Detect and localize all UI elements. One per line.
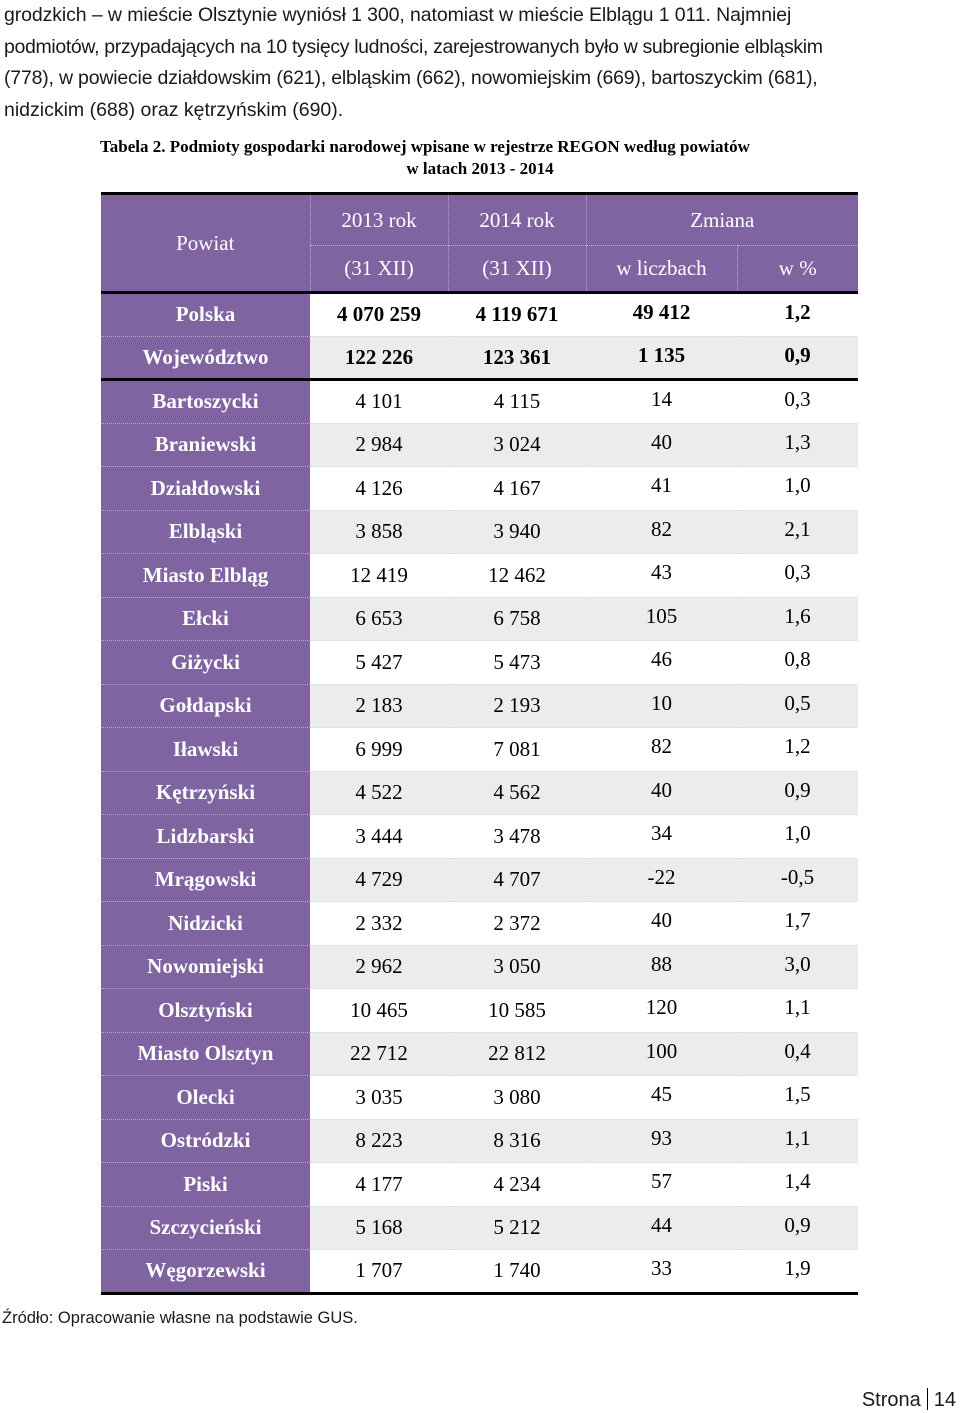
- table-row: [101, 597, 858, 641]
- change-count: 88: [586, 945, 737, 989]
- table-row: [101, 1119, 858, 1163]
- change-percent: 2,1: [737, 510, 858, 554]
- table-row: [101, 510, 858, 554]
- page-number: 14: [933, 1389, 956, 1411]
- page-label: Strona: [861, 1389, 921, 1411]
- value-2014: 8 316: [448, 1119, 586, 1163]
- value-2014: 12 462: [448, 554, 586, 598]
- change-percent: 0,9: [737, 771, 858, 815]
- row-name: Miasto Olsztyn: [101, 1032, 310, 1076]
- table-row: [101, 684, 858, 728]
- change-count: 40: [586, 902, 737, 946]
- row-name: Ełcki: [101, 597, 310, 641]
- intro-line: (778), w powiecie działdowskim (621), elbląskim (662), nowomiejskim (669), bartoszyckim (681),: [4, 67, 818, 89]
- change-count: 93: [586, 1119, 737, 1163]
- change-percent: 1,3: [737, 423, 858, 467]
- change-percent: 1,7: [737, 902, 858, 946]
- row-name: Węgorzewski: [101, 1250, 310, 1294]
- value-2014: 3 050: [448, 945, 586, 989]
- row-name: Olecki: [101, 1076, 310, 1120]
- header-2014-date: (31 XII): [448, 246, 586, 293]
- row-name: Województwo: [101, 336, 310, 380]
- change-count: 41: [586, 467, 737, 511]
- table-caption-text: Tabela 2. Podmioty gospodarki narodowej wpisane w rejestrze REGON według powiatów: [100, 137, 750, 156]
- value-2013: 4 522: [310, 771, 448, 815]
- value-2013: 4 101: [310, 380, 448, 424]
- regon-table: [101, 192, 858, 1295]
- row-name: Iławski: [101, 728, 310, 772]
- row-name: Nidzicki: [101, 902, 310, 946]
- change-percent: 1,6: [737, 597, 858, 641]
- table-row: [101, 858, 858, 902]
- value-2014: 4 119 671: [448, 293, 586, 337]
- row-name: Olsztyński: [101, 989, 310, 1033]
- value-2013: 4 126: [310, 467, 448, 511]
- change-percent: 0,9: [737, 1206, 858, 1250]
- table-row: [101, 989, 858, 1033]
- value-2013: 1 707: [310, 1250, 448, 1294]
- change-percent: 0,5: [737, 684, 858, 728]
- value-2013: 2 962: [310, 945, 448, 989]
- table-row: [101, 554, 858, 598]
- table-body: [101, 293, 858, 1294]
- row-name: Ostródzki: [101, 1119, 310, 1163]
- table-row: [101, 293, 858, 337]
- intro-paragraph: [4, 0, 956, 126]
- source-note: Źródło: Opracowanie własne na podstawie GUS.: [2, 1309, 358, 1327]
- table-row: [101, 641, 858, 685]
- change-count: 40: [586, 423, 737, 467]
- row-name: Działdowski: [101, 467, 310, 511]
- value-2013: 5 168: [310, 1206, 448, 1250]
- table-row: [101, 1206, 858, 1250]
- value-2014: 6 758: [448, 597, 586, 641]
- value-2014: 4 234: [448, 1163, 586, 1207]
- value-2013: 6 999: [310, 728, 448, 772]
- row-name: Lidzbarski: [101, 815, 310, 859]
- value-2014: 10 585: [448, 989, 586, 1033]
- value-2014: 3 080: [448, 1076, 586, 1120]
- table-row: [101, 380, 858, 424]
- header-2014: 2014 rok: [448, 194, 586, 246]
- row-name: Gołdapski: [101, 684, 310, 728]
- table-row: [101, 815, 858, 859]
- value-2014: 1 740: [448, 1250, 586, 1294]
- row-name: Braniewski: [101, 423, 310, 467]
- change-percent: 3,0: [737, 945, 858, 989]
- value-2013: 8 223: [310, 1119, 448, 1163]
- row-name: Bartoszycki: [101, 380, 310, 424]
- change-percent: 1,5: [737, 1076, 858, 1120]
- value-2014: 5 473: [448, 641, 586, 685]
- change-count: 46: [586, 641, 737, 685]
- row-name: Polska: [101, 293, 310, 337]
- value-2014: 2 193: [448, 684, 586, 728]
- header-zmiana: Zmiana: [586, 194, 858, 246]
- table-row: [101, 1032, 858, 1076]
- change-count: 49 412: [586, 293, 737, 337]
- header-2013-date: (31 XII): [310, 246, 448, 293]
- change-count: 45: [586, 1076, 737, 1120]
- change-percent: 1,9: [737, 1250, 858, 1294]
- value-2013: 3 858: [310, 510, 448, 554]
- change-percent: 1,2: [737, 293, 858, 337]
- value-2013: 22 712: [310, 1032, 448, 1076]
- change-count: 40: [586, 771, 737, 815]
- change-count: 43: [586, 554, 737, 598]
- table-caption-line2: w latach 2013 - 2014: [406, 159, 554, 178]
- value-2013: 3 444: [310, 815, 448, 859]
- table-row: [101, 1076, 858, 1120]
- table-row: [101, 1250, 858, 1294]
- row-name: Piski: [101, 1163, 310, 1207]
- row-name: Kętrzyński: [101, 771, 310, 815]
- value-2013: 5 427: [310, 641, 448, 685]
- value-2013: 122 226: [310, 336, 448, 380]
- header-zmiana-liczby: w liczbach: [586, 246, 737, 293]
- change-count: 120: [586, 989, 737, 1033]
- change-percent: -0,5: [737, 858, 858, 902]
- header-2013: 2013 rok: [310, 194, 448, 246]
- row-name: Mrągowski: [101, 858, 310, 902]
- table-row: [101, 467, 858, 511]
- change-count: 1 135: [586, 336, 737, 380]
- table-row: [101, 336, 858, 380]
- intro-line: podmiotów, przypadających na 10 tysięcy ludności, zarejestrowanych było w subregionie elbląskim: [4, 35, 823, 58]
- row-name: Szczycieński: [101, 1206, 310, 1250]
- value-2013: 4 177: [310, 1163, 448, 1207]
- change-percent: 0,3: [737, 554, 858, 598]
- footer-divider: [927, 1388, 928, 1410]
- value-2013: 3 035: [310, 1076, 448, 1120]
- table-row: [101, 771, 858, 815]
- change-count: 100: [586, 1032, 737, 1076]
- value-2014: 7 081: [448, 728, 586, 772]
- value-2014: 4 115: [448, 380, 586, 424]
- value-2014: 22 812: [448, 1032, 586, 1076]
- change-percent: 1,1: [737, 1119, 858, 1163]
- change-percent: 0,9: [737, 336, 858, 380]
- value-2014: 4 167: [448, 467, 586, 511]
- value-2014: 4 707: [448, 858, 586, 902]
- table-row: [101, 945, 858, 989]
- value-2013: 6 653: [310, 597, 448, 641]
- change-percent: 0,8: [737, 641, 858, 685]
- table-row: [101, 902, 858, 946]
- value-2013: 2 332: [310, 902, 448, 946]
- table-row: [101, 423, 858, 467]
- change-percent: 1,1: [737, 989, 858, 1033]
- table-row: [101, 728, 858, 772]
- change-count: -22: [586, 858, 737, 902]
- change-count: 57: [586, 1163, 737, 1207]
- value-2014: 3 940: [448, 510, 586, 554]
- change-count: 44: [586, 1206, 737, 1250]
- row-name: Giżycki: [101, 641, 310, 685]
- change-count: 105: [586, 597, 737, 641]
- row-name: Miasto Elbląg: [101, 554, 310, 598]
- change-count: 10: [586, 684, 737, 728]
- value-2014: 5 212: [448, 1206, 586, 1250]
- intro-line: grodzkich – w mieście Olsztynie wyniósł 1 300, natomiast w mieście Elblągu 1 011. Najmniej: [4, 4, 792, 26]
- value-2013: 2 984: [310, 423, 448, 467]
- change-count: 33: [586, 1250, 737, 1294]
- header-powiat: Powiat: [101, 194, 310, 293]
- page-footer: [862, 1388, 956, 1412]
- intro-line: nidzickim (688) oraz kętrzyńskim (690).: [4, 98, 344, 121]
- value-2013: 2 183: [310, 684, 448, 728]
- change-count: 82: [586, 510, 737, 554]
- change-count: 82: [586, 728, 737, 772]
- value-2014: 3 478: [448, 815, 586, 859]
- change-percent: 1,2: [737, 728, 858, 772]
- change-percent: 1,0: [737, 815, 858, 859]
- change-percent: 0,4: [737, 1032, 858, 1076]
- table-row: [101, 1163, 858, 1207]
- value-2013: 4 729: [310, 858, 448, 902]
- header-zmiana-procent: w %: [737, 246, 858, 293]
- change-percent: 1,4: [737, 1163, 858, 1207]
- value-2014: 4 562: [448, 771, 586, 815]
- value-2013: 12 419: [310, 554, 448, 598]
- change-percent: 1,0: [737, 467, 858, 511]
- value-2014: 3 024: [448, 423, 586, 467]
- change-count: 14: [586, 380, 737, 424]
- change-count: 34: [586, 815, 737, 859]
- value-2013: 4 070 259: [310, 293, 448, 337]
- row-name: Elbląski: [101, 510, 310, 554]
- value-2014: 2 372: [448, 902, 586, 946]
- row-name: Nowomiejski: [101, 945, 310, 989]
- value-2014: 123 361: [448, 336, 586, 380]
- change-percent: 0,3: [737, 380, 858, 424]
- value-2013: 10 465: [310, 989, 448, 1033]
